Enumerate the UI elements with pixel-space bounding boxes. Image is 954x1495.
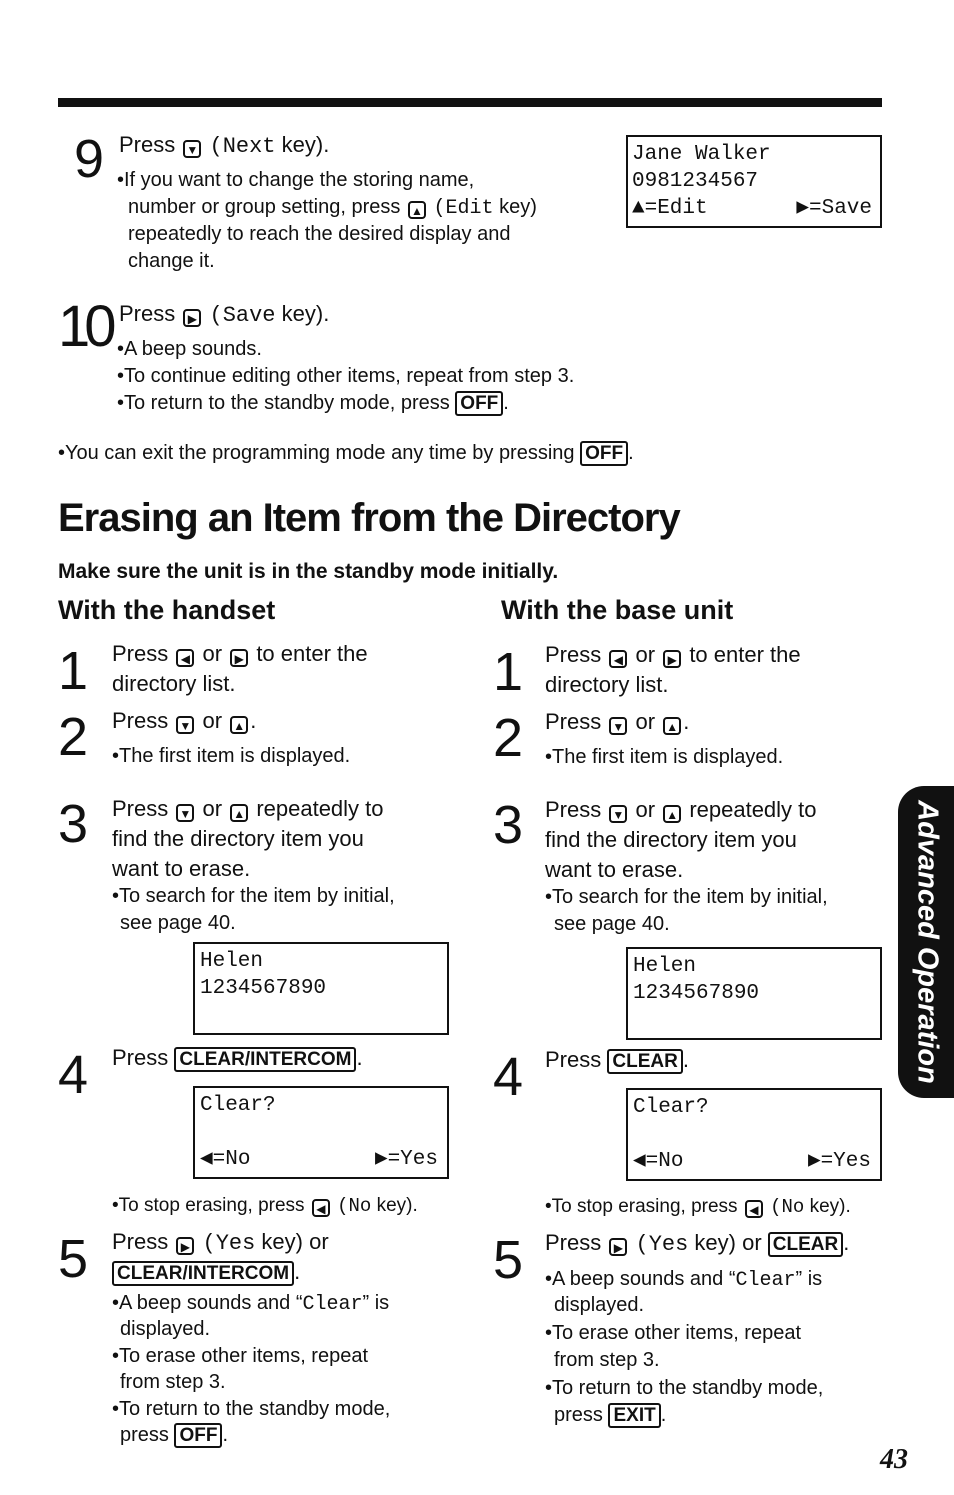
down-key-icon: ▼ bbox=[609, 805, 627, 823]
lcd-line-1: Clear? bbox=[633, 1096, 709, 1119]
text: ◀=No bbox=[200, 1148, 251, 1171]
text: or bbox=[635, 709, 656, 734]
step-10-instruction bbox=[119, 300, 329, 330]
base-lcd-entry bbox=[626, 947, 882, 1040]
base-step-3-note-1: •To search for the item by initial, bbox=[545, 886, 828, 908]
handset-lcd-entry bbox=[193, 942, 449, 1035]
lcd-line-2: 0981234567 bbox=[632, 170, 759, 193]
base-step-4-line-1: Press CLEAR . bbox=[545, 1047, 689, 1072]
base-step-5-note-3: •To erase other items, repeat bbox=[545, 1322, 802, 1344]
text: •To stop erasing, press bbox=[112, 1195, 305, 1216]
clear-intercom-button-icon: CLEAR/INTERCOM bbox=[174, 1047, 356, 1072]
handset-step-5-line-1 bbox=[112, 1228, 329, 1258]
handset-step-5-number: 5 bbox=[58, 1229, 89, 1289]
base-step-5-note-5: •To return to the standby mode, bbox=[545, 1377, 824, 1399]
text: repeatedly to bbox=[689, 797, 817, 822]
base-step-2-note: •The first item is displayed. bbox=[545, 746, 784, 768]
lcd-line-2: 1234567890 bbox=[200, 977, 327, 1000]
text: ” is bbox=[362, 1292, 390, 1314]
text: Clear bbox=[735, 1269, 796, 1292]
text: to enter the bbox=[256, 641, 368, 666]
text: or bbox=[635, 642, 656, 667]
handset-step-3-line-2: find the directory item you bbox=[112, 826, 364, 851]
up-key-icon: ▲ bbox=[408, 201, 426, 219]
section-title: Erasing an Item from the Directory bbox=[58, 496, 680, 540]
text: ◀=No bbox=[633, 1150, 684, 1173]
handset-step-4-line-1: Press CLEAR/INTERCOM . bbox=[112, 1045, 363, 1070]
down-key-icon: ▼ bbox=[176, 804, 194, 822]
text: number or group setting, press bbox=[128, 196, 401, 218]
up-key-icon: ▲ bbox=[663, 717, 681, 735]
text: (No bbox=[770, 1196, 805, 1218]
lcd-line-1: Helen bbox=[200, 950, 264, 973]
handset-step-2-line-1: Press ▼ or ▲ . bbox=[112, 708, 257, 733]
text: key). bbox=[275, 132, 330, 157]
down-key-icon: ▼ bbox=[183, 140, 201, 158]
base-step-3-number: 3 bbox=[493, 795, 524, 855]
base-step-1-number: 1 bbox=[493, 642, 524, 702]
base-stop-note bbox=[545, 1193, 851, 1221]
down-key-icon: ▼ bbox=[176, 716, 194, 734]
lcd-save-screen bbox=[626, 135, 882, 228]
right-key-icon: ▶ bbox=[176, 1237, 194, 1255]
side-tab-label: Advanced Operation bbox=[911, 800, 944, 1084]
step-9-note-4: change it. bbox=[128, 250, 215, 272]
step-9-note-1: •If you want to change the storing name, bbox=[117, 169, 475, 191]
step-9-instruction bbox=[119, 131, 329, 161]
section-title-wrap bbox=[58, 496, 680, 541]
right-key-icon: ▶ bbox=[230, 649, 248, 667]
step-10-number: 10 bbox=[58, 294, 111, 359]
base-step-5-note-2: displayed. bbox=[554, 1294, 645, 1316]
base-step-3-note-2: see page 40. bbox=[554, 913, 670, 935]
left-key-icon: ◀ bbox=[312, 1199, 330, 1217]
base-heading: With the base unit bbox=[501, 595, 734, 625]
up-key-icon: ▲ bbox=[663, 805, 681, 823]
text: to enter the bbox=[689, 642, 801, 667]
text: press bbox=[554, 1404, 603, 1426]
handset-step-1-line-1 bbox=[112, 640, 368, 668]
lcd-line-1: Clear? bbox=[200, 1094, 276, 1117]
text: Press bbox=[545, 1047, 602, 1072]
left-key-icon: ◀ bbox=[176, 649, 194, 667]
right-key-icon: ▶ bbox=[663, 650, 681, 668]
exit-button-icon: EXIT bbox=[608, 1403, 660, 1428]
text: (Edit bbox=[433, 197, 494, 220]
handset-step-5-note-4: from step 3. bbox=[120, 1371, 226, 1393]
handset-step-5-note-6: press OFF . bbox=[120, 1424, 229, 1446]
handset-step-2-note: •The first item is displayed. bbox=[112, 745, 351, 767]
right-key-icon: ▶ bbox=[183, 309, 201, 327]
text: (No bbox=[337, 1195, 372, 1217]
text: Press bbox=[545, 797, 602, 822]
text: key). bbox=[804, 1196, 851, 1217]
handset-stop-note bbox=[112, 1192, 418, 1220]
text: key) or bbox=[688, 1230, 762, 1255]
lcd-line-1: Helen bbox=[633, 955, 697, 978]
step-10-note-1: •A beep sounds. bbox=[117, 338, 262, 360]
lcd-line-3 bbox=[633, 1148, 875, 1175]
top-rule bbox=[58, 98, 882, 107]
text: repeatedly to bbox=[256, 796, 384, 821]
text: or bbox=[202, 641, 223, 666]
handset-step-3-line-3: want to erase. bbox=[112, 856, 251, 881]
down-key-icon: ▼ bbox=[609, 717, 627, 735]
base-step-3-line-2: find the directory item you bbox=[545, 827, 797, 852]
off-button-icon: OFF bbox=[580, 441, 628, 466]
lcd-line-3 bbox=[200, 1146, 442, 1173]
text: •To return to the standby mode, press bbox=[117, 392, 450, 414]
section-subtitle: Make sure the unit is in the standby mode initially. bbox=[58, 560, 559, 583]
handset-step-5-note-5: •To return to the standby mode, bbox=[112, 1398, 391, 1420]
text: Press bbox=[112, 1045, 169, 1070]
base-step-3-line-1 bbox=[545, 796, 817, 824]
clear-button-icon: CLEAR bbox=[768, 1232, 843, 1257]
lcd-line-2 bbox=[633, 1121, 875, 1148]
base-step-3-line-3: want to erase. bbox=[545, 857, 684, 882]
step-10-note-2: •To continue editing other items, repeat from step 3. bbox=[117, 365, 575, 387]
section-side-tab bbox=[898, 786, 954, 1098]
text: (Yes bbox=[635, 1232, 689, 1257]
right-key-icon: ▶ bbox=[609, 1238, 627, 1256]
handset-step-3-note-1: •To search for the item by initial, bbox=[112, 885, 395, 907]
base-lcd-clear bbox=[626, 1088, 882, 1181]
text: ▶=Yes bbox=[807, 1150, 871, 1173]
base-step-2-number: 2 bbox=[493, 708, 524, 768]
page-number: 43 bbox=[880, 1444, 908, 1475]
text: press bbox=[120, 1424, 169, 1446]
step-9-note-3: repeatedly to reach the desired display and bbox=[128, 223, 511, 245]
up-key-icon: ▲ bbox=[230, 804, 248, 822]
base-step-1-line-1 bbox=[545, 641, 801, 669]
handset-step-5-note-3: •To erase other items, repeat bbox=[112, 1345, 369, 1367]
text: •To stop erasing, press bbox=[545, 1196, 738, 1217]
up-key-icon: ▲ bbox=[230, 716, 248, 734]
step-9-note-2 bbox=[128, 194, 537, 222]
left-key-icon: ◀ bbox=[609, 650, 627, 668]
handset-step-3-line-1 bbox=[112, 795, 384, 823]
clear-button-icon: CLEAR bbox=[607, 1049, 682, 1074]
text: key). bbox=[371, 1195, 418, 1216]
handset-step-1-number: 1 bbox=[58, 641, 89, 701]
left-key-icon: ◀ bbox=[745, 1200, 763, 1218]
programming-exit-note: •You can exit the programming mode any time by pressing OFF . bbox=[58, 442, 634, 464]
step-9-number: 9 bbox=[74, 129, 105, 189]
text: ” is bbox=[795, 1268, 823, 1290]
text: Press bbox=[112, 796, 169, 821]
text: or bbox=[635, 797, 656, 822]
handset-step-4-number: 4 bbox=[58, 1045, 89, 1105]
handset-heading: With the handset bbox=[58, 595, 276, 625]
text: •A beep sounds and “ bbox=[112, 1292, 303, 1314]
text: •You can exit the programming mode any time by pressing bbox=[58, 442, 575, 464]
base-step-5-number: 5 bbox=[493, 1230, 524, 1290]
text: or bbox=[202, 708, 223, 733]
clear-intercom-button-icon: CLEAR/INTERCOM bbox=[112, 1261, 294, 1286]
base-step-5-line-1: Press ▶ (Yes key) or CLEAR . bbox=[545, 1230, 850, 1257]
base-step-1-line-2: directory list. bbox=[545, 672, 669, 697]
text: Press bbox=[119, 132, 176, 157]
text: Clear bbox=[302, 1293, 363, 1316]
handset-step-3-note-2: see page 40. bbox=[120, 912, 236, 934]
text: Press bbox=[112, 641, 169, 666]
off-button-icon: OFF bbox=[174, 1423, 222, 1448]
handset-step-2-number: 2 bbox=[58, 707, 89, 767]
text: (Save bbox=[209, 303, 276, 328]
text: ▶=Save bbox=[796, 197, 872, 220]
base-step-5-note-1 bbox=[545, 1266, 822, 1294]
text: Press bbox=[112, 708, 169, 733]
lcd-line-2 bbox=[200, 1119, 442, 1146]
step-10-note-3: •To return to the standby mode, press OFF . bbox=[117, 392, 509, 414]
handset-step-5-note-2: displayed. bbox=[120, 1318, 211, 1340]
text: key) bbox=[493, 196, 537, 218]
handset-step-5-note-1 bbox=[112, 1290, 389, 1318]
text: key). bbox=[275, 301, 330, 326]
base-step-5-note-6: press EXIT . bbox=[554, 1404, 667, 1426]
text: ▶=Yes bbox=[374, 1148, 438, 1171]
text: •A beep sounds and “ bbox=[545, 1268, 736, 1290]
text: or bbox=[202, 796, 223, 821]
off-button-icon: OFF bbox=[455, 391, 503, 416]
text: Press bbox=[545, 1230, 602, 1255]
text: Press bbox=[119, 301, 176, 326]
text: (Next bbox=[209, 134, 276, 159]
text: Press bbox=[112, 1229, 169, 1254]
text: (Yes bbox=[202, 1231, 256, 1256]
text: ▲=Edit bbox=[632, 197, 708, 220]
handset-step-5-line-2: CLEAR/INTERCOM . bbox=[112, 1258, 300, 1286]
text: Press bbox=[545, 709, 602, 734]
base-step-4-number: 4 bbox=[493, 1047, 524, 1107]
lcd-line-1: Jane Walker bbox=[632, 143, 771, 166]
handset-step-1-line-2: directory list. bbox=[112, 671, 236, 696]
text: key) or bbox=[255, 1229, 329, 1254]
handset-step-3-number: 3 bbox=[58, 794, 89, 854]
base-step-5-note-4: from step 3. bbox=[554, 1349, 660, 1371]
lcd-line-3 bbox=[632, 195, 876, 222]
base-step-2-line-1: Press ▼ or ▲ . bbox=[545, 709, 690, 734]
handset-lcd-clear bbox=[193, 1086, 449, 1179]
lcd-line-2: 1234567890 bbox=[633, 982, 760, 1005]
text: Press bbox=[545, 642, 602, 667]
